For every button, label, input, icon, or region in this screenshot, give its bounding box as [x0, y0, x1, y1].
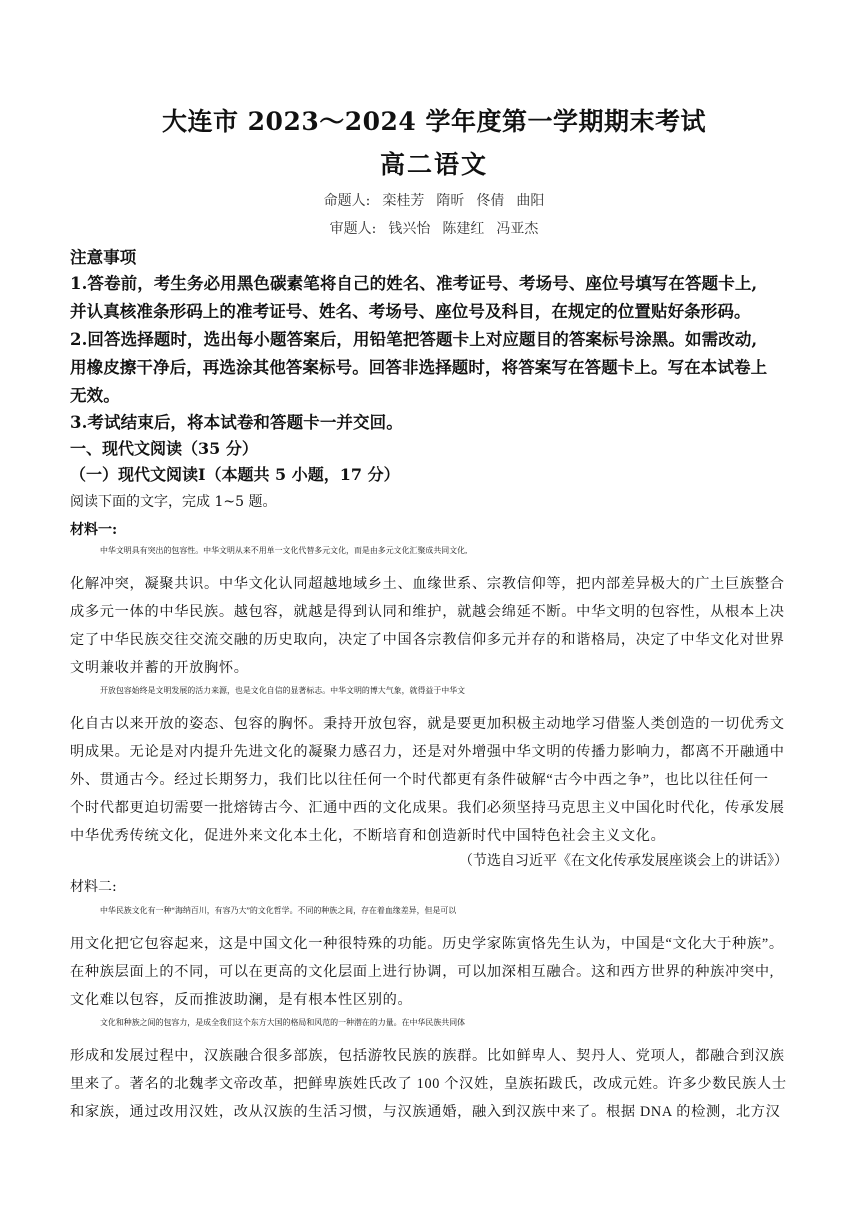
- material-two-line: 在种族层面上的不同，可以在更高的文化层面上进行协调，可以加深相互融合。这和西方世界的种族冲突中,: [70, 964, 774, 980]
- material-one-line: 化解冲突，凝聚共识。中华文化认同超越地域乡土、血缘世系、宗教信仰等，把内部差异极大的广土巨族整合: [70, 576, 785, 592]
- material-two-line: 形成和发展过程中，汉族融合很多部族，包括游牧民族的族群。比如鲜卑人、契丹人、党项人，都融合到汉族: [70, 1048, 785, 1064]
- material-two-line: 里来了。著名的北魏孝文帝改革，把鲜卑族姓氏改了 100 个汉姓，皇族拓跋氏，改成元姓。许多少数民族人士: [70, 1076, 787, 1092]
- material-one-line: 成多元一体的中华民族。越包容，就越是得到认同和维护，就越会绵延不断。中华文明的包容性，从根本上决: [70, 604, 785, 620]
- material-one-line: 中华优秀传统文化，促进外来文化本土化，不断培育和创造新时代中国特色社会主义文化。: [70, 828, 666, 844]
- authors-label: 命题人:: [323, 193, 371, 209]
- exam-subject: 高二语文: [379, 150, 488, 179]
- material-one-line: 外、贯通古今。经过长期努力，我们比以往任何一个时代都更有条件破解“古今中西之争”，也比以往任何一: [70, 772, 769, 788]
- author-name: 栾桂芳: [382, 193, 425, 209]
- notice-line: 并认真核准条形码上的准考证号、姓名、考场号、座位号及科目，在规定的位置贴好条形码。: [70, 302, 751, 321]
- notice-heading: 注意事项: [70, 248, 137, 267]
- material-one-line: 化自古以来开放的姿态、包容的胸怀。秉持开放包容，就是要更加积极主动地学习借鉴人类创造的一切优秀文: [70, 716, 785, 732]
- material-one-line: 定了中华民族交往交流交融的历史取向，决定了中国各宗教信仰多元并存的和谐格局，决定了中华文化对世界: [70, 632, 785, 648]
- notice-line: 1.答卷前，考生务必用黑色碳素笔将自己的姓名、准考证号、考场号、座位号填写在答题卡上,: [70, 274, 758, 293]
- author-name: 曲阳: [516, 193, 545, 209]
- reading-instruction: 阅读下面的文字，完成 1~5 题。: [70, 494, 277, 510]
- exam-title: 大连市 2023～2024 学年度第一学期期末考试: [161, 107, 707, 136]
- material-two-line: 用文化把它包容起来，这是中国文化一种很特殊的功能。历史学家陈寅恪先生认为，中国是“文化大于种族”。: [70, 936, 784, 952]
- reviewer-name: 钱兴怡: [388, 221, 431, 237]
- material-one-label: 材料一:: [70, 522, 118, 538]
- notice-line: 3.考试结束后，将本试卷和答题卡一并交回。: [70, 413, 403, 432]
- reviewer-name: 冯亚杰: [496, 221, 539, 237]
- material-one-line: 个时代都更迫切需要一批熔铸古今、汇通中西的文化成果。我们必须坚持马克思主义中国化时代化，传承发展: [70, 800, 785, 816]
- author-name: 佟倩: [476, 193, 505, 209]
- material-two-line: 和家族，通过改用汉姓，改从汉族的生活习惯，与汉族通婚，融入到汉族中来了。根据 DNA 的检测，北方汉: [70, 1104, 781, 1120]
- reviewers-line: [0, 218, 868, 238]
- material-one-source: （节选自习近平《在文化传承发展座谈会上的讲话》）: [459, 853, 788, 869]
- reviewers-label: 审题人:: [329, 221, 377, 237]
- material-two-line: 文化和种族之间的包容力，是成全我们这个东方大国的格局和风范的一种潜在的力量。在中华民族共同体: [100, 1018, 466, 1027]
- author-name: 隋昕: [436, 193, 465, 209]
- material-one-line: 文明兼收并蓄的开放胸怀。: [70, 660, 249, 676]
- reviewer-name: 陈建红: [442, 221, 485, 237]
- material-one-line: 开放包容始终是文明发展的活力来源，也是文化自信的显著标志。中华文明的博大气象，就得益于中华文: [100, 686, 466, 695]
- notice-line: 无效。: [70, 386, 120, 405]
- material-two-line: 文化难以包容，反而推波助澜，是有根本性区别的。: [70, 992, 413, 1008]
- material-one-line: 中华文明具有突出的包容性。中华文明从来不用单一文化代替多元文化，而是由多元文化汇聚成共同文化,: [100, 546, 468, 555]
- material-two-label: 材料二:: [70, 879, 117, 895]
- material-one-line: 明成果。无论是对内提升先进文化的凝聚力感召力，还是对外增强中华文明的传播力影响力，都离不开融通中: [70, 744, 785, 760]
- section-heading: 一、现代文阅读（35 分）: [70, 439, 258, 458]
- sub-section-heading: （一）现代文阅读Ⅰ（本题共 5 小题，17 分）: [70, 465, 400, 484]
- notice-line: 用橡皮擦干净后，再选涂其他答案标号。回答非选择题时，将答案写在答题卡上。写在本试卷上: [70, 358, 768, 377]
- authors-line: [0, 190, 868, 210]
- notice-line: 2.回答选择题时，选出每小题答案后，用铅笔把答题卡上对应题目的答案标号涂黑。如需改动,: [70, 330, 758, 349]
- material-two-line: 中华民族文化有一种“海纳百川，有容乃大”的文化哲学。不同的种族之间，存在着血缘差异，但是可以: [100, 906, 457, 915]
